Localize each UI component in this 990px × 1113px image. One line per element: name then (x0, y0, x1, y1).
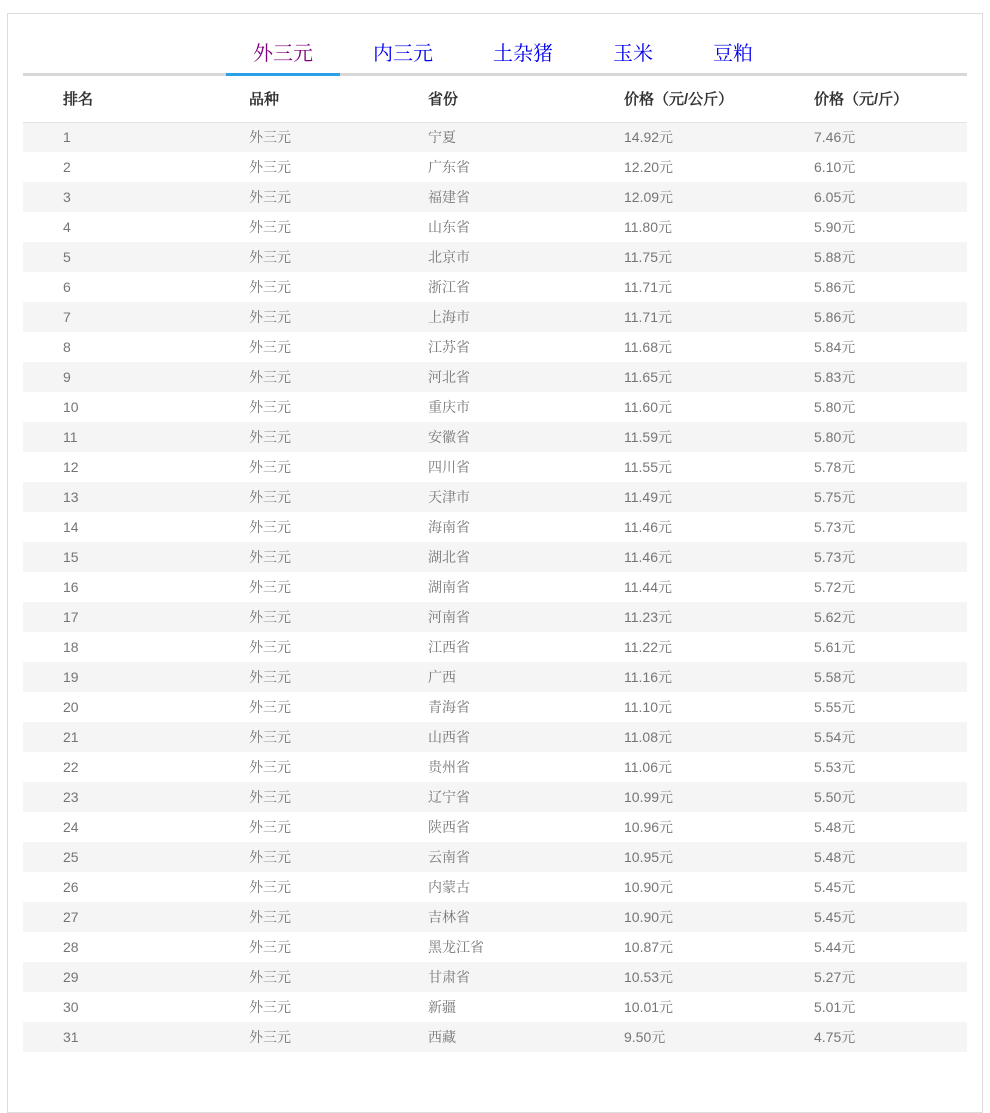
cell-price-jin: 5.61元 (814, 639, 856, 655)
table-row (23, 632, 967, 662)
cell-price-kg: 12.09元 (624, 189, 674, 205)
cell-province: 北京市 (428, 249, 470, 265)
cell-breed: 外三元 (249, 699, 291, 715)
cell-price-jin: 5.53元 (814, 759, 856, 775)
cell-price-kg: 11.22元 (624, 639, 672, 655)
cell-province: 云南省 (428, 849, 470, 865)
table-row (23, 752, 967, 782)
cell-breed: 外三元 (249, 639, 291, 655)
cell-breed: 外三元 (249, 519, 291, 535)
cell-province: 四川省 (428, 459, 470, 475)
cell-price-jin: 5.48元 (814, 819, 856, 835)
cell-price-jin: 5.48元 (814, 849, 856, 865)
cell-rank: 16 (63, 579, 79, 595)
cell-price-kg: 11.06元 (624, 759, 672, 775)
cell-rank: 31 (63, 1029, 79, 1045)
table-row (23, 182, 967, 212)
cell-rank: 12 (63, 459, 79, 475)
cell-rank: 27 (63, 909, 79, 925)
cell-price-kg: 9.50元 (624, 1029, 666, 1045)
tab-tuzazhu[interactable]: 土杂猪 (493, 43, 553, 65)
cell-price-jin: 5.86元 (814, 309, 856, 325)
cell-price-jin: 5.45元 (814, 909, 856, 925)
cell-price-jin: 5.55元 (814, 699, 856, 715)
col-header-province: 省份 (428, 76, 624, 122)
table-row (23, 842, 967, 872)
cell-price-jin: 5.62元 (814, 609, 856, 625)
cell-province: 海南省 (428, 519, 470, 535)
cell-price-kg: 10.90元 (624, 879, 674, 895)
cell-breed: 外三元 (249, 759, 291, 775)
table-row (23, 482, 967, 512)
cell-breed: 外三元 (249, 369, 291, 385)
cell-price-kg: 11.46元 (624, 549, 672, 565)
table-row (23, 782, 967, 812)
cell-rank: 11 (63, 429, 78, 445)
cell-province: 广东省 (428, 159, 470, 175)
cell-rank: 29 (63, 969, 79, 985)
cell-price-kg: 11.49元 (624, 489, 672, 505)
cell-price-kg: 14.92元 (624, 129, 674, 146)
tab-neisanyuan[interactable]: 内三元 (373, 43, 433, 65)
cell-province: 西藏 (428, 1029, 456, 1045)
cell-rank: 5 (63, 249, 71, 265)
table-row (23, 332, 967, 362)
cell-price-jin: 5.83元 (814, 369, 856, 385)
table-row (23, 452, 967, 482)
cell-rank: 26 (63, 879, 79, 895)
cell-price-jin: 5.01元 (814, 999, 856, 1015)
cell-rank: 6 (63, 279, 71, 295)
cell-price-kg: 11.23元 (624, 609, 672, 625)
cell-price-jin: 5.88元 (814, 249, 856, 265)
table-row (23, 302, 967, 332)
cell-price-kg: 11.80元 (624, 219, 672, 235)
cell-price-kg: 10.01元 (624, 999, 674, 1015)
cell-price-jin: 5.58元 (814, 669, 856, 685)
table-row (23, 812, 967, 842)
cell-rank: 18 (63, 639, 79, 655)
col-header-price-jin: 价格（元/斤） (814, 76, 967, 122)
table-row (23, 272, 967, 302)
cell-price-kg: 10.96元 (624, 819, 674, 835)
cell-breed: 外三元 (249, 999, 291, 1015)
cell-price-jin: 5.27元 (814, 969, 856, 985)
cell-province: 重庆市 (428, 399, 470, 415)
cell-rank: 19 (63, 669, 79, 685)
cell-price-jin: 6.10元 (814, 159, 856, 175)
table-row (23, 422, 967, 452)
cell-province: 贵州省 (428, 759, 470, 775)
table-row (23, 512, 967, 542)
cell-rank: 25 (63, 849, 79, 865)
table-row (23, 152, 967, 182)
cell-province: 天津市 (428, 489, 470, 505)
cell-breed: 外三元 (249, 879, 291, 895)
cell-breed: 外三元 (249, 909, 291, 925)
cell-breed: 外三元 (249, 819, 291, 835)
cell-price-kg: 12.20元 (624, 159, 674, 175)
table-row (23, 362, 967, 392)
cell-breed: 外三元 (249, 339, 291, 355)
cell-province: 河南省 (428, 609, 470, 625)
category-tabs (23, 34, 967, 76)
cell-price-kg: 10.87元 (624, 939, 674, 955)
cell-province: 宁夏 (428, 129, 456, 146)
cell-breed: 外三元 (249, 969, 291, 985)
cell-price-jin: 5.80元 (814, 399, 856, 415)
table-row (23, 572, 967, 602)
cell-rank: 8 (63, 339, 71, 355)
cell-breed: 外三元 (249, 129, 291, 146)
cell-rank: 21 (63, 729, 79, 745)
cell-rank: 20 (63, 699, 79, 715)
cell-province: 江西省 (428, 639, 470, 655)
cell-price-jin: 5.90元 (814, 219, 856, 235)
cell-price-jin: 5.78元 (814, 459, 856, 475)
table-row (23, 122, 967, 152)
cell-price-kg: 11.10元 (624, 699, 672, 715)
cell-price-jin: 5.73元 (814, 519, 856, 535)
cell-rank: 3 (63, 189, 71, 205)
table-body (23, 122, 967, 1052)
cell-breed: 外三元 (249, 189, 291, 205)
cell-rank: 10 (63, 399, 79, 415)
cell-breed: 外三元 (249, 579, 291, 595)
cell-rank: 2 (63, 159, 71, 175)
cell-province: 湖南省 (428, 579, 470, 595)
cell-price-kg: 11.65元 (624, 369, 672, 385)
table-row (23, 662, 967, 692)
cell-price-jin: 4.75元 (814, 1029, 856, 1045)
tab-waisanyuan[interactable]: 外三元 (226, 34, 340, 76)
cell-province: 山东省 (428, 219, 470, 235)
table-row (23, 722, 967, 752)
cell-breed: 外三元 (249, 249, 291, 265)
cell-price-kg: 11.71元 (624, 309, 672, 325)
cell-breed: 外三元 (249, 159, 291, 175)
table-row (23, 692, 967, 722)
table-row (23, 902, 967, 932)
price-table-card (7, 13, 983, 1113)
col-header-rank: 排名 (23, 76, 249, 122)
cell-rank: 24 (63, 819, 79, 835)
cell-price-jin: 5.84元 (814, 339, 856, 355)
cell-price-kg: 11.60元 (624, 399, 672, 415)
cell-price-kg: 11.68元 (624, 339, 672, 355)
cell-price-jin: 6.05元 (814, 189, 856, 205)
cell-price-kg: 11.55元 (624, 459, 672, 475)
table-row (23, 1022, 967, 1052)
cell-breed: 外三元 (249, 1029, 291, 1045)
cell-province: 辽宁省 (428, 789, 470, 805)
cell-price-jin: 7.46元 (814, 129, 856, 146)
cell-province: 甘肃省 (428, 969, 470, 985)
cell-breed: 外三元 (249, 399, 291, 415)
cell-price-jin: 5.86元 (814, 279, 856, 295)
cell-province: 内蒙古 (428, 879, 470, 895)
cell-breed: 外三元 (249, 279, 291, 295)
table-row (23, 962, 967, 992)
table-row (23, 542, 967, 572)
cell-rank: 1 (63, 129, 71, 146)
cell-price-jin: 5.72元 (814, 579, 856, 595)
table-row (23, 392, 967, 422)
cell-province: 江苏省 (428, 339, 470, 355)
cell-price-kg: 11.71元 (624, 279, 672, 295)
table-row (23, 242, 967, 272)
cell-price-kg: 10.90元 (624, 909, 674, 925)
table-row (23, 212, 967, 242)
cell-price-kg: 11.44元 (624, 579, 672, 595)
cell-rank: 22 (63, 759, 79, 775)
cell-province: 福建省 (428, 189, 470, 205)
cell-province: 吉林省 (428, 909, 470, 925)
cell-province: 陕西省 (428, 819, 470, 835)
cell-price-kg: 11.16元 (624, 669, 672, 685)
cell-province: 青海省 (428, 699, 470, 715)
cell-breed: 外三元 (249, 309, 291, 325)
cell-rank: 9 (63, 369, 71, 385)
price-table (23, 76, 967, 1052)
cell-province: 浙江省 (428, 279, 470, 295)
cell-price-kg: 10.95元 (624, 849, 674, 865)
cell-province: 山西省 (428, 729, 470, 745)
cell-breed: 外三元 (249, 849, 291, 865)
cell-breed: 外三元 (249, 789, 291, 805)
cell-price-kg: 10.99元 (624, 789, 674, 805)
cell-rank: 30 (63, 999, 79, 1015)
cell-province: 黑龙江省 (428, 939, 484, 955)
table-row (23, 872, 967, 902)
col-header-price-kg: 价格（元/公斤） (624, 76, 814, 122)
cell-province: 广西 (428, 669, 456, 685)
cell-price-kg: 11.08元 (624, 729, 672, 745)
cell-price-jin: 5.75元 (814, 489, 856, 505)
cell-price-jin: 5.54元 (814, 729, 856, 745)
cell-province: 河北省 (428, 369, 470, 385)
cell-rank: 23 (63, 789, 79, 805)
cell-breed: 外三元 (249, 939, 291, 955)
tab-doupo[interactable]: 豆粕 (713, 43, 753, 65)
cell-province: 安徽省 (428, 429, 470, 445)
table-row (23, 932, 967, 962)
tab-yumi[interactable]: 玉米 (613, 43, 653, 65)
cell-breed: 外三元 (249, 429, 291, 445)
cell-breed: 外三元 (249, 219, 291, 235)
cell-breed: 外三元 (249, 729, 291, 745)
cell-province: 上海市 (428, 309, 470, 325)
cell-price-jin: 5.45元 (814, 879, 856, 895)
cell-rank: 28 (63, 939, 79, 955)
cell-breed: 外三元 (249, 669, 291, 685)
cell-price-jin: 5.80元 (814, 429, 856, 445)
cell-rank: 14 (63, 519, 79, 535)
cell-rank: 7 (63, 309, 71, 325)
cell-breed: 外三元 (249, 549, 291, 565)
cell-breed: 外三元 (249, 609, 291, 625)
cell-price-jin: 5.44元 (814, 939, 856, 955)
table-row (23, 992, 967, 1022)
table-row (23, 602, 967, 632)
cell-price-kg: 11.46元 (624, 519, 672, 535)
cell-price-jin: 5.73元 (814, 549, 856, 565)
col-header-breed: 品种 (249, 76, 428, 122)
cell-rank: 4 (63, 219, 71, 235)
cell-rank: 13 (63, 489, 79, 505)
cell-price-kg: 11.59元 (624, 429, 672, 445)
cell-price-kg: 11.75元 (624, 249, 672, 265)
table-header (23, 76, 967, 122)
cell-price-kg: 10.53元 (624, 969, 674, 985)
cell-breed: 外三元 (249, 459, 291, 475)
cell-rank: 15 (63, 549, 79, 565)
cell-province: 湖北省 (428, 549, 470, 565)
cell-province: 新疆 (428, 999, 456, 1015)
cell-price-jin: 5.50元 (814, 789, 856, 805)
cell-breed: 外三元 (249, 489, 291, 505)
cell-rank: 17 (63, 609, 79, 625)
